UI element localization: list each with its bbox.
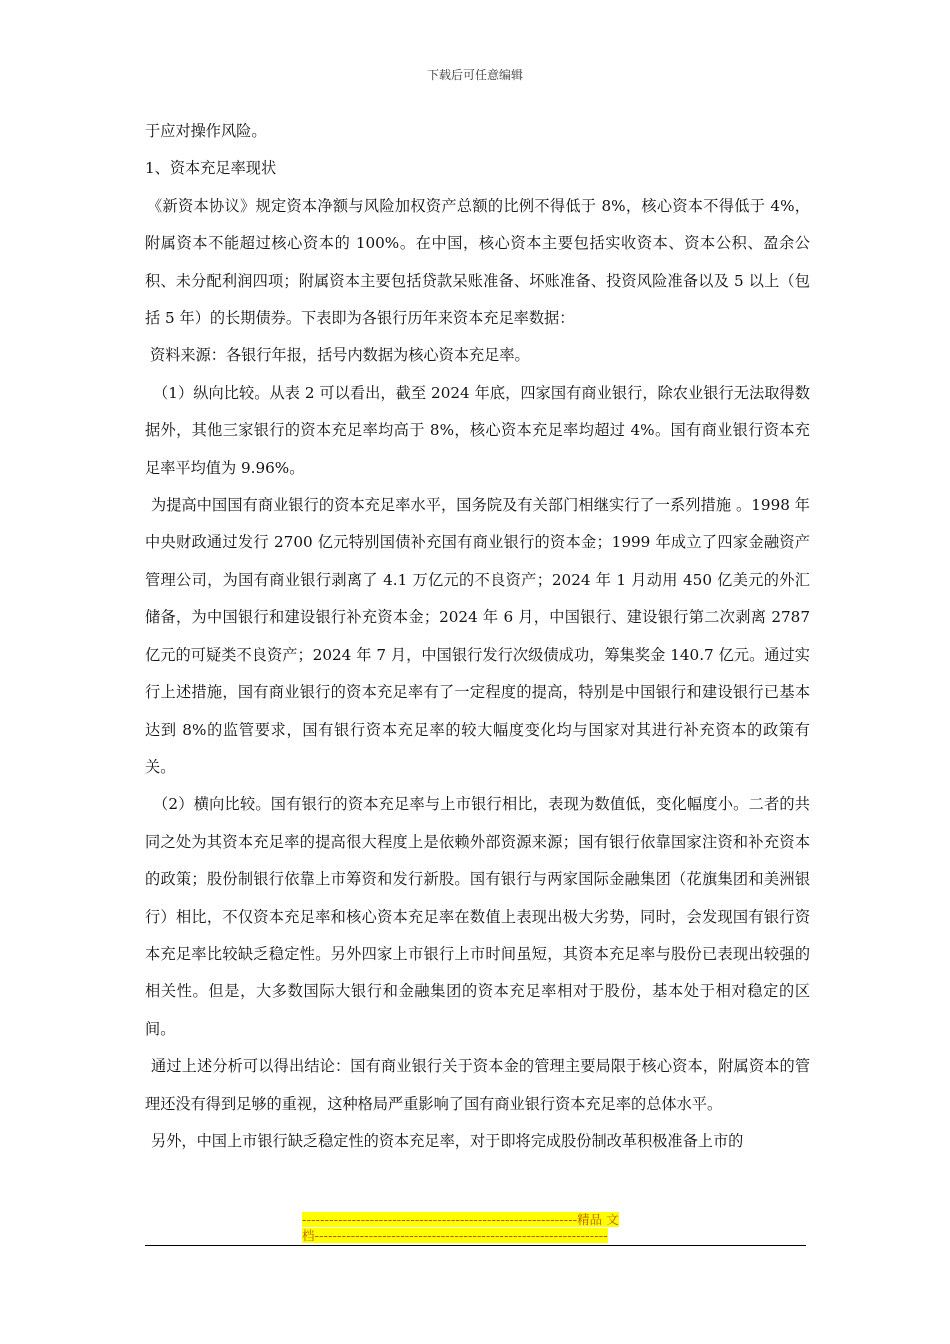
- footer-watermark-text: 档-----------------------------------------------------------------: [302, 1228, 608, 1243]
- paragraph: 为提高中国国有商业银行的资本充足率水平，国务院及有关部门相继实行了一系列措施 。1998 年中央财政通过发行 2700 亿元特别国债补充国有商业银行的资本金；1999 年成立了四家金融资产管理公司，为国有商业银行剥离了 4.1 万亿元的不良资产；2024 年 1 月动用 450 亿美元的外汇储备，为中国银行和建设银行补充资本金；2024 年 6 月，中国银行、建设银行第二次剥离 2787 亿元的可疑类不良资产；2024 年 7 月，中国银行发行次级债成功，筹集奖金 140.7 亿元。通过实行上述措施，国有商业银行的资本充足率有了一定程度的提高，特别是中国银行和建设银行已基本达到 8%的监管要求，国有银行资本充足率的较大幅度变化均与国家对其进行补充资本的政策有关。: [145, 496, 810, 776]
- page-header: 下载后可任意编辑: [426, 68, 523, 82]
- paragraph: （2）横向比较。国有银行的资本充足率与上市银行相比，表现为数值低，变化幅度小。二者的共同之处为其资本充足率的提高很大程度上是依赖外部资源来源；国有银行依靠国家注资和补充资本的政策；股份制银行依靠上市筹资和发行新股。国有银行与两家国际金融集团（花旗集团和美洲银行）相比，不仅资本充足率和核心资本充足率在数值上表现出极大劣势，同时，会发现国有银行资本充足率比较缺乏稳定性。另外四家上市银行上市时间虽短，其资本充足率与股份已表现出较强的相关性。但是，大多数国际大银行和金融集团的资本充足率相对于股份，基本处于相对稳定的区间。: [145, 795, 810, 1038]
- footer-watermark-text: -------------------------------------------------------------精品 文: [302, 1212, 619, 1227]
- table-source-note: 资料来源：各银行年报，括号内数据为核心资本充足率。: [150, 346, 530, 365]
- document-body: [145, 113, 810, 1160]
- section-heading: 1、资本充足率现状: [145, 159, 277, 178]
- footer-divider: [145, 1245, 806, 1246]
- paragraph: 《新资本协议》规定资本净额与风险加权资产总额的比例不得低于 8%，核心资本不得低于 4%，附属资本不能超过核心资本的 100%。在中国，核心资本主要包括实收资本、资本公积、盈余公积、未分配利润四项；附属资本主要包括贷款呆账准备、坏账准备、投资风险准备以及 5 以上（包括 5 年）的长期债券。下表即为各银行历年来资本充足率数据：: [145, 196, 810, 328]
- paragraph: 于应对操作风险。: [145, 122, 267, 140]
- paragraph: 通过上述分析可以得出结论：国有商业银行关于资本金的管理主要局限于核心资本，附属资本的管理还没有得到足够的重视，这种格局严重影响了国有商业银行资本充足率的总体水平。: [145, 1057, 810, 1113]
- footer-watermark-line-1: [302, 1212, 647, 1228]
- footer-watermark-line-2: [302, 1228, 647, 1244]
- paragraph: 另外，中国上市银行缺乏稳定性的资本充足率，对于即将完成股份制改革积极准备上市的: [151, 1131, 744, 1150]
- paragraph: （1）纵向比较。从表 2 可以看出，截至 2024 年底，四家国有商业银行，除农业银行无法取得数据外，其他三家银行的资本充足率均高于 8%，核心资本充足率均超过 4%。国有商业银行资本充足率平均值为 9.96%。: [145, 383, 810, 477]
